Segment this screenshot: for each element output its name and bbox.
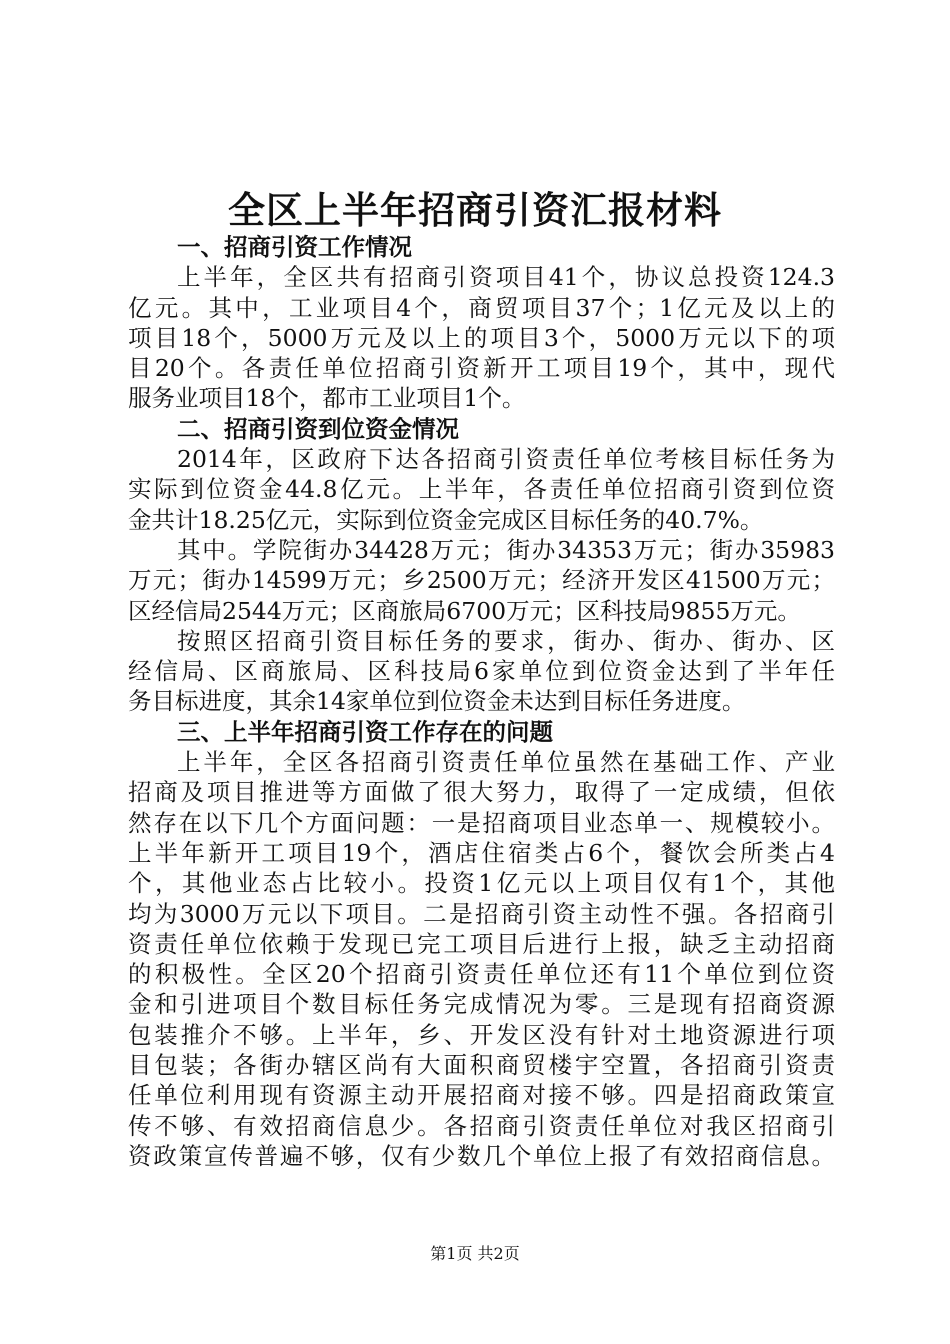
body-text-line: 经信局、区商旅局、区科技局6家单位到位资金达到了半年任	[128, 657, 835, 686]
body-text-line: 上半年新开工项目19个，酒店住宿类占6个，餐饮会所类占4	[128, 838, 835, 867]
body-text-line: 金和引进项目个数目标任务完成情况为零。三是现有招商资源	[128, 990, 835, 1019]
body-text-line: 区经信局2544万元；区商旅局6700万元；区科技局9855万元。	[128, 596, 801, 625]
body-text-line: 服务业项目18个，都市工业项目1个。	[128, 384, 526, 413]
document-body	[128, 232, 835, 1171]
body-text-line: 上半年，全区各招商引资责任单位虽然在基础工作、产业	[177, 748, 835, 777]
body-text-line: 包装推介不够。上半年，乡、开发区没有针对土地资源进行项	[128, 1020, 835, 1049]
body-text-line: 项目18个，5000万元及以上的项目3个，5000万元以下的项	[128, 323, 835, 352]
body-text-line: 招商及项目推进等方面做了很大努力，取得了一定成绩，但依	[128, 778, 835, 807]
body-text-line: 目20个。各责任单位招商引资新开工项目19个，其中，现代	[128, 354, 835, 383]
section-heading: 三、上半年招商引资工作存在的问题	[177, 717, 553, 746]
body-text-line: 然存在以下几个方面问题：一是招商项目业态单一、规模较小。	[128, 808, 835, 837]
body-text-line: 个，其他业态占比较小。投资1亿元以上项目仅有1个，其他	[128, 869, 835, 898]
body-text-line: 任单位利用现有资源主动开展招商对接不够。四是招商政策宣	[128, 1081, 835, 1110]
body-text-line: 的积极性。全区20个招商引资责任单位还有11个单位到位资	[128, 960, 835, 989]
document-title: 全区上半年招商引资汇报材料	[228, 188, 722, 232]
body-text-line: 实际到位资金44.8亿元。上半年，各责任单位招商引资到位资	[128, 475, 835, 504]
body-text-line: 上半年，全区共有招商引资项目41个，协议总投资124.3	[177, 263, 835, 292]
body-text-line: 金共计18.25亿元，实际到位资金完成区目标任务的40.7%。	[128, 505, 764, 534]
body-text-line: 目包装；各街办辖区尚有大面积商贸楼宇空置，各招商引资责	[128, 1051, 835, 1080]
page-footer: 第1页 共2页	[430, 1244, 520, 1263]
body-text-line: 传不够、有效招商信息少。各招商引资责任单位对我区招商引	[128, 1111, 835, 1140]
body-text-line: 万元；街办14599万元；乡2500万元；经济开发区41500万元；	[128, 566, 835, 595]
body-text-line: 均为3000万元以下项目。二是招商引资主动性不强。各招商引	[128, 899, 835, 928]
body-text-line: 资责任单位依赖于发现已完工项目后进行上报，缺乏主动招商	[128, 929, 835, 958]
section-heading: 二、招商引资到位资金情况	[177, 414, 459, 443]
body-text-line: 按照区招商引资目标任务的要求，街办、街办、街办、区	[177, 626, 835, 655]
body-text-line: 资政策宣传普遍不够，仅有少数几个单位上报了有效招商信息。	[128, 1141, 835, 1170]
body-text-line: 其中。学院街办34428万元；街办34353万元；街办35983	[177, 535, 835, 564]
section-heading: 一、招商引资工作情况	[177, 233, 412, 261]
body-text-line: 务目标进度，其余14家单位到位资金未达到目标任务进度。	[128, 687, 746, 716]
body-text-line: 亿元。其中，工业项目4个，商贸项目37个；1亿元及以上的	[128, 293, 835, 322]
body-text-line: 2014年，区政府下达各招商引资责任单位考核目标任务为	[177, 445, 835, 474]
